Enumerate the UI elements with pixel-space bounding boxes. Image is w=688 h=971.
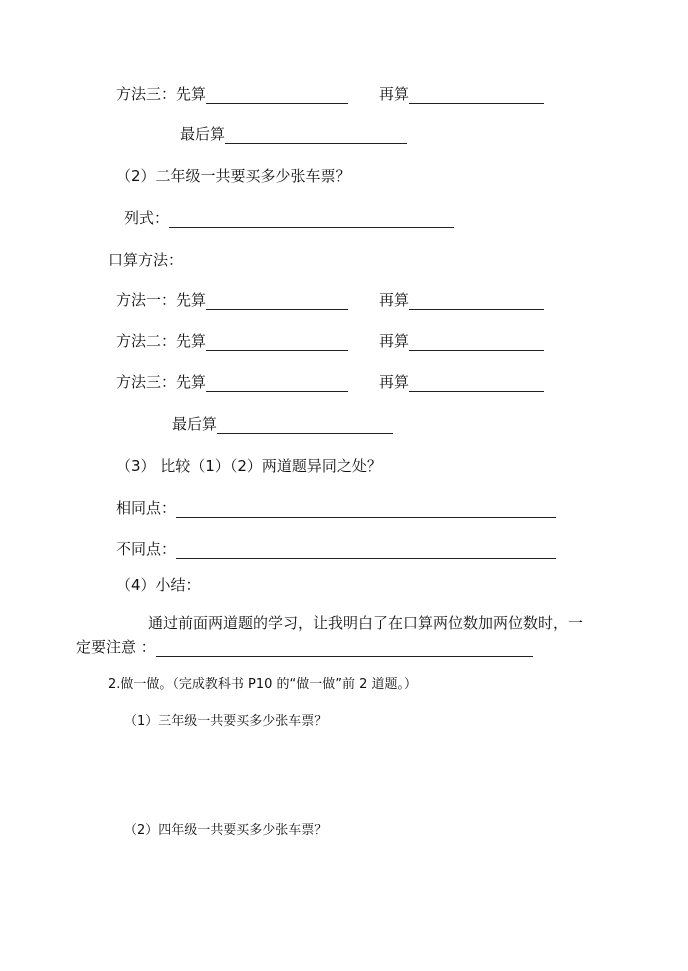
q3-diff-label: 不同点： bbox=[116, 540, 177, 558]
q2-method1-second-blank[interactable] bbox=[409, 293, 544, 310]
q4-title: （4）小结： bbox=[116, 576, 201, 594]
q4-summary-line1: 通过前面两道题的学习，让我明白了在口算两位数加两位数时，一 bbox=[148, 614, 584, 632]
q2-final-row bbox=[172, 414, 393, 434]
q2-formula-blank[interactable] bbox=[169, 211, 454, 228]
top-method3-second-row bbox=[379, 84, 544, 104]
q3-diff-row bbox=[116, 539, 556, 559]
q2-method3-row bbox=[116, 372, 348, 392]
top-method3-first-blank[interactable] bbox=[206, 87, 348, 104]
q3-diff-blank[interactable] bbox=[176, 542, 556, 559]
q2-method1-first-blank[interactable] bbox=[206, 293, 348, 310]
q2-final-blank[interactable] bbox=[217, 417, 393, 434]
practice-item2: （2）四年级一共要买多少张车票？ bbox=[124, 823, 328, 838]
q2-mental-title: 口算方法： bbox=[108, 251, 184, 269]
q2-method3-second-label: 再算 bbox=[379, 373, 410, 391]
q2-method3-second-row bbox=[379, 372, 544, 392]
q2-method3-second-blank[interactable] bbox=[409, 375, 544, 392]
q2-method3-label: 方法三：先算 bbox=[116, 373, 207, 391]
top-final-row bbox=[180, 124, 407, 144]
q4-summary-line2-row bbox=[76, 637, 533, 657]
q2-method1-second-row bbox=[379, 290, 544, 310]
q3-same-row bbox=[116, 498, 556, 518]
q2-formula-label: 列式： bbox=[124, 209, 170, 227]
q2-method2-second-blank[interactable] bbox=[409, 334, 544, 351]
top-method3-row bbox=[116, 84, 348, 104]
q2-method1-second-label: 再算 bbox=[379, 291, 410, 309]
q4-summary-blank[interactable] bbox=[156, 640, 533, 657]
q2-method2-first-blank[interactable] bbox=[206, 334, 348, 351]
q2-method3-first-blank[interactable] bbox=[206, 375, 348, 392]
top-method3-label: 方法三：先算 bbox=[116, 85, 207, 103]
q2-method2-row bbox=[116, 331, 348, 351]
q3-same-blank[interactable] bbox=[176, 501, 556, 518]
top-final-blank[interactable] bbox=[225, 127, 407, 144]
q3-title: （3） 比较（1）（2）两道题异同之处？ bbox=[116, 457, 382, 475]
practice-item1: （1）三年级一共要买多少张车票？ bbox=[124, 714, 328, 729]
top-final-label: 最后算 bbox=[180, 125, 226, 143]
q2-method1-row bbox=[116, 290, 348, 310]
q2-formula-row bbox=[124, 208, 454, 228]
q2-method2-label: 方法二：先算 bbox=[116, 332, 207, 350]
q2-final-label: 最后算 bbox=[172, 415, 218, 433]
top-method3-second-blank[interactable] bbox=[409, 87, 544, 104]
q4-summary-line2-label: 定要注意 ： bbox=[76, 638, 156, 656]
practice-title: 2.做一做。（完成教科书 P10 的“做一做”前 2 道题。） bbox=[108, 677, 418, 692]
q2-method1-label: 方法一：先算 bbox=[116, 291, 207, 309]
top-method3-second-label: 再算 bbox=[379, 85, 410, 103]
q2-method2-second-label: 再算 bbox=[379, 332, 410, 350]
q2-method2-second-row bbox=[379, 331, 544, 351]
q2-title: （2）二年级一共要买多少张车票？ bbox=[116, 167, 351, 185]
q3-same-label: 相同点： bbox=[116, 499, 177, 517]
